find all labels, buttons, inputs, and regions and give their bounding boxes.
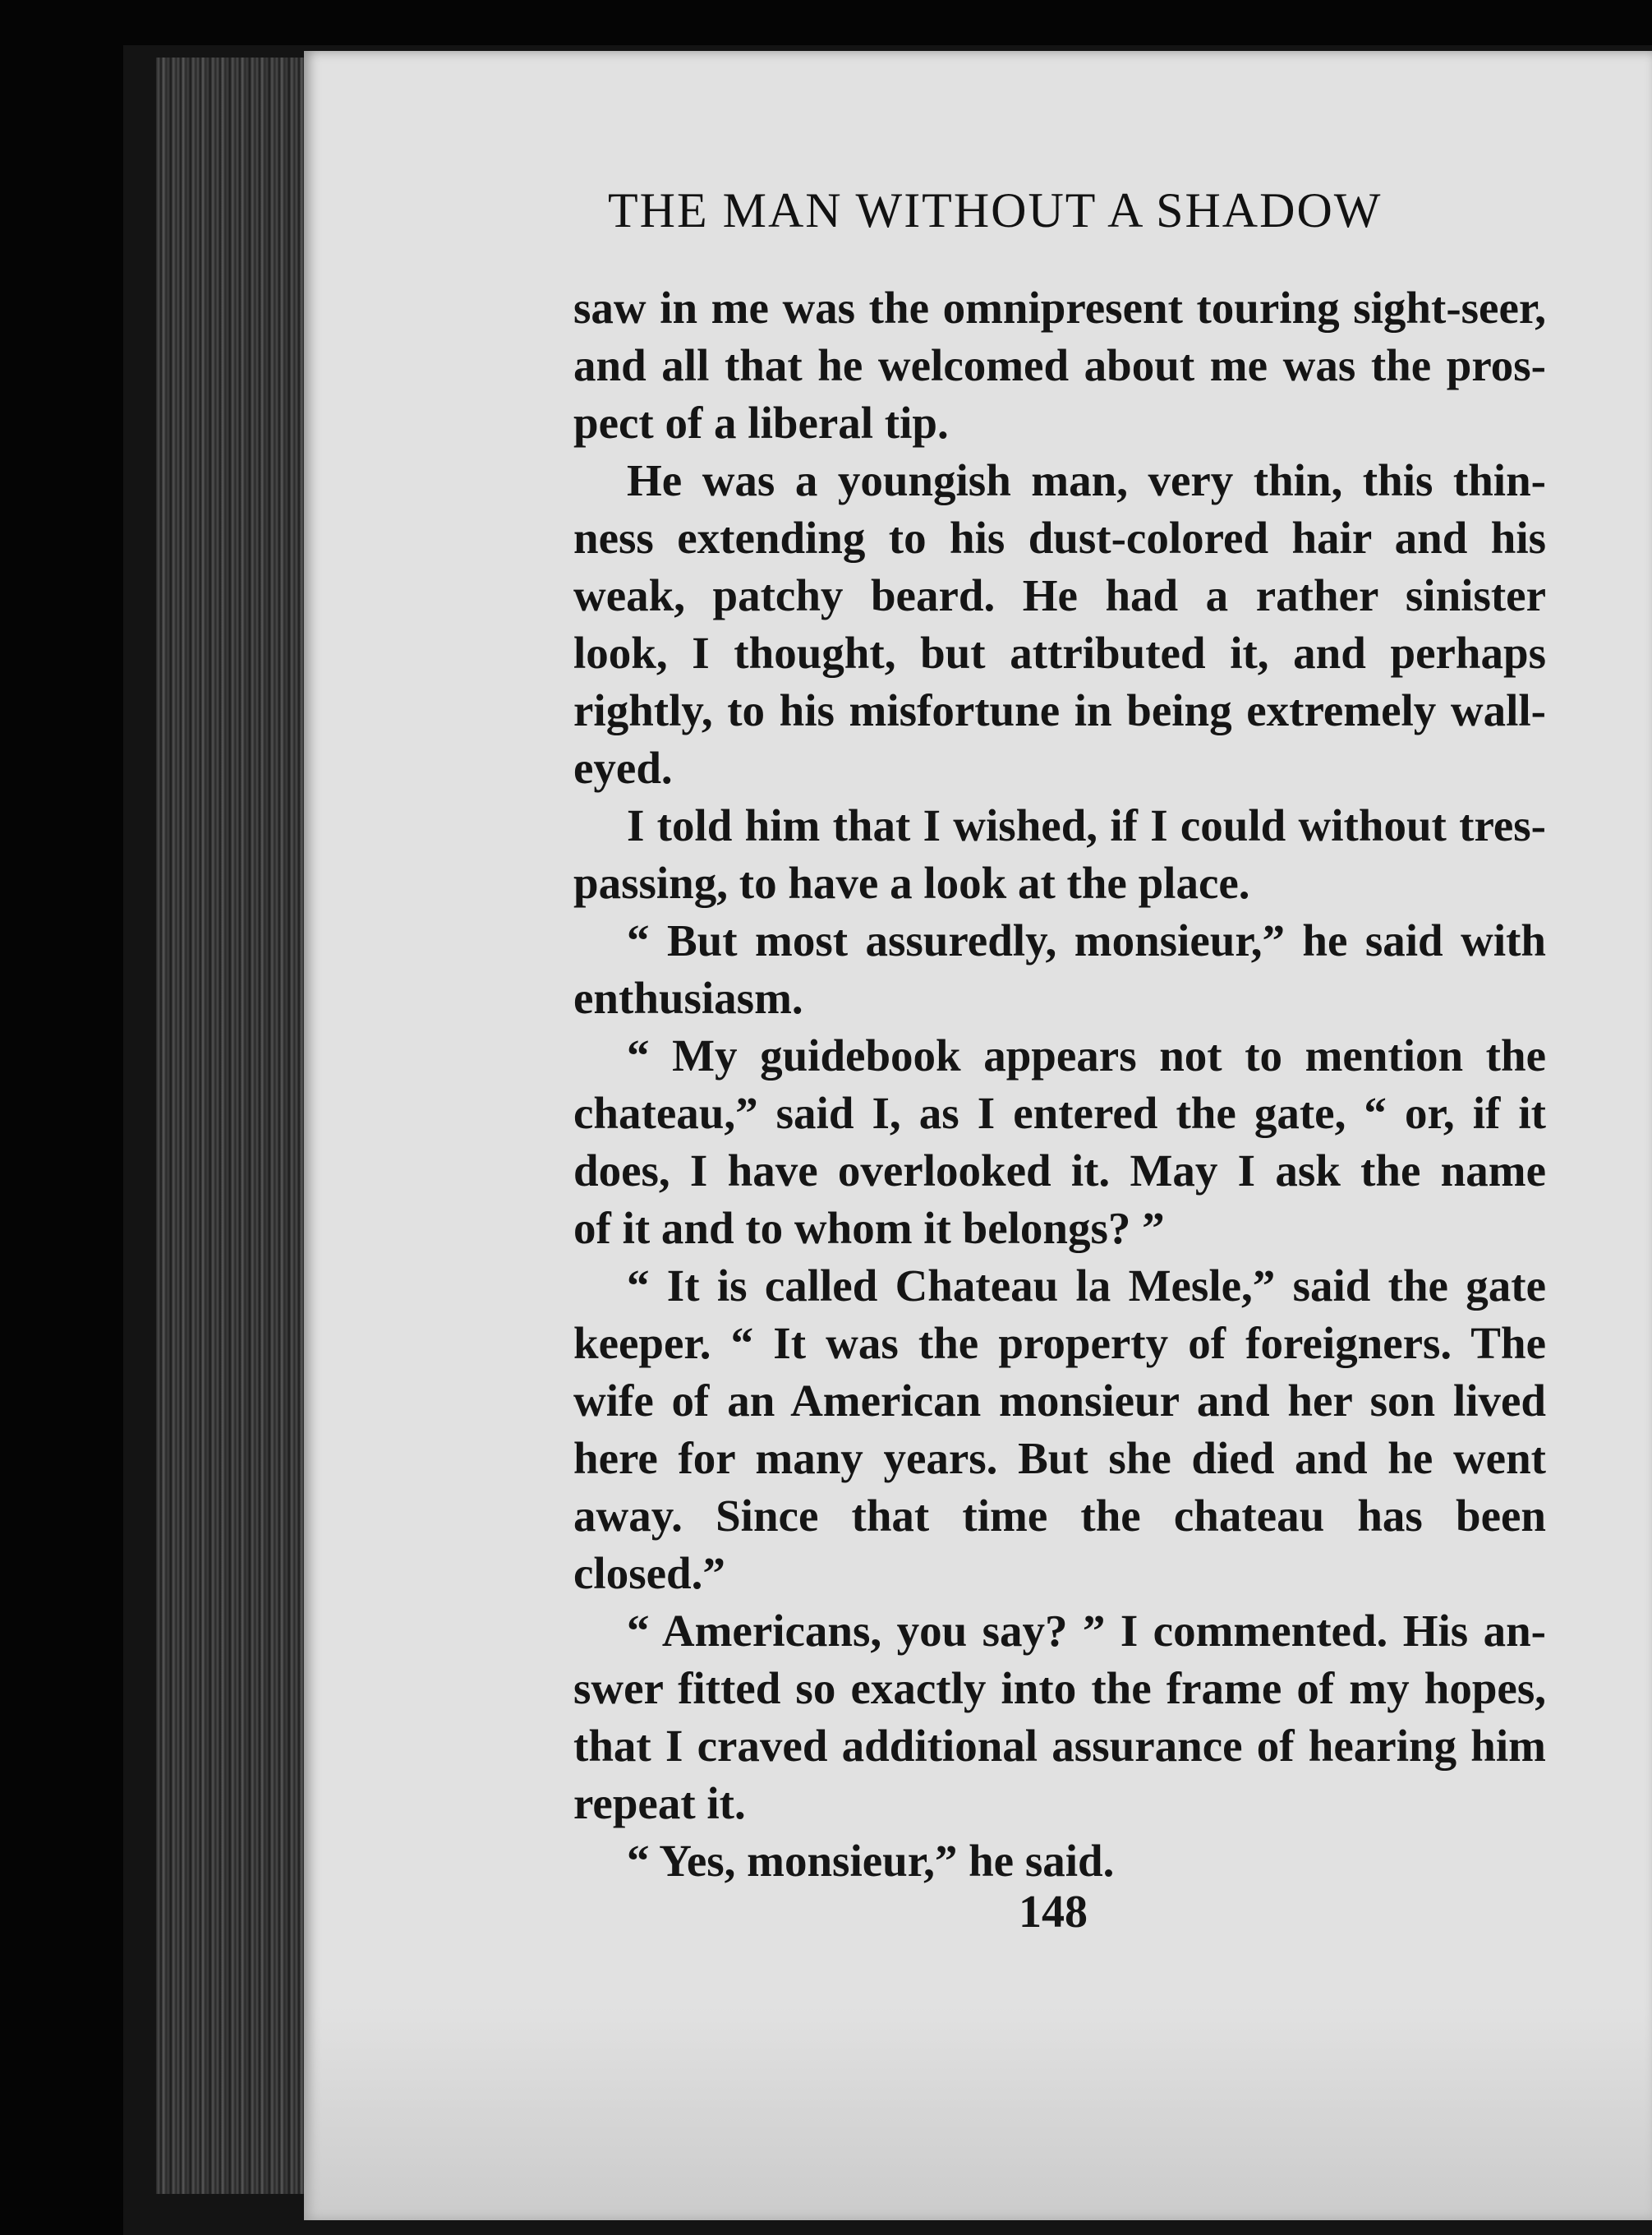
page-edges bbox=[156, 58, 312, 2194]
text-line: of it and to whom it belongs? ” bbox=[573, 1203, 1165, 1253]
text-line: wife of an American monsieur and her son lived bbox=[573, 1376, 1546, 1426]
text-line: keeper. “ It was the property of foreigners. The bbox=[573, 1318, 1546, 1368]
page-shading bbox=[304, 2007, 1652, 2220]
body-text bbox=[573, 279, 1546, 1890]
text-line: ness extending to his dust-colored hair and his bbox=[573, 513, 1546, 563]
text-line: enthusiasm. bbox=[573, 973, 803, 1023]
text-line: and all that he welcomed about me was the pros- bbox=[573, 340, 1546, 390]
text-line: “ My guidebook appears not to mention the bbox=[627, 1030, 1546, 1081]
text-line: “ It is called Chateau la Mesle,” said the gate bbox=[627, 1260, 1546, 1311]
text-line: eyed. bbox=[573, 743, 673, 793]
text-line: does, I have overlooked it. May I ask the name bbox=[573, 1145, 1546, 1196]
text-line: passing, to have a look at the place. bbox=[573, 858, 1250, 908]
text-line: closed.” bbox=[573, 1548, 725, 1598]
text-line: I told him that I wished, if I could without tres- bbox=[627, 800, 1546, 850]
running-head: THE MAN WITHOUT A SHADOW bbox=[608, 183, 1383, 237]
text-line: “ Yes, monsieur,” he said. bbox=[627, 1836, 1115, 1886]
text-line: that I craved additional assurance of hearing him bbox=[573, 1721, 1546, 1771]
text-line: “ But most assuredly, monsieur,” he said with bbox=[627, 915, 1546, 965]
text-line: He was a youngish man, very thin, this thin- bbox=[627, 455, 1546, 505]
text-line: pect of a liberal tip. bbox=[573, 398, 949, 448]
text-line: weak, patchy beard. He had a rather sinister bbox=[573, 570, 1546, 620]
text-line: away. Since that time the chateau has been bbox=[573, 1491, 1546, 1541]
text-line: saw in me was the omnipresent touring sight-seer, bbox=[573, 283, 1546, 333]
text-line: repeat it. bbox=[573, 1778, 746, 1828]
text-line: here for many years. But she died and he went bbox=[573, 1433, 1546, 1483]
text-line: rightly, to his misfortune in being extremely wall- bbox=[573, 685, 1546, 735]
text-line: swer fitted so exactly into the frame of my hopes, bbox=[573, 1663, 1546, 1713]
text-line: chateau,” said I, as I entered the gate, “ or, if it bbox=[573, 1088, 1546, 1138]
text-line: “ Americans, you say? ” I commented. His an- bbox=[627, 1606, 1546, 1656]
page-number: 148 bbox=[1019, 1887, 1088, 1938]
text-line: look, I thought, but attributed it, and perhaps bbox=[573, 628, 1546, 678]
